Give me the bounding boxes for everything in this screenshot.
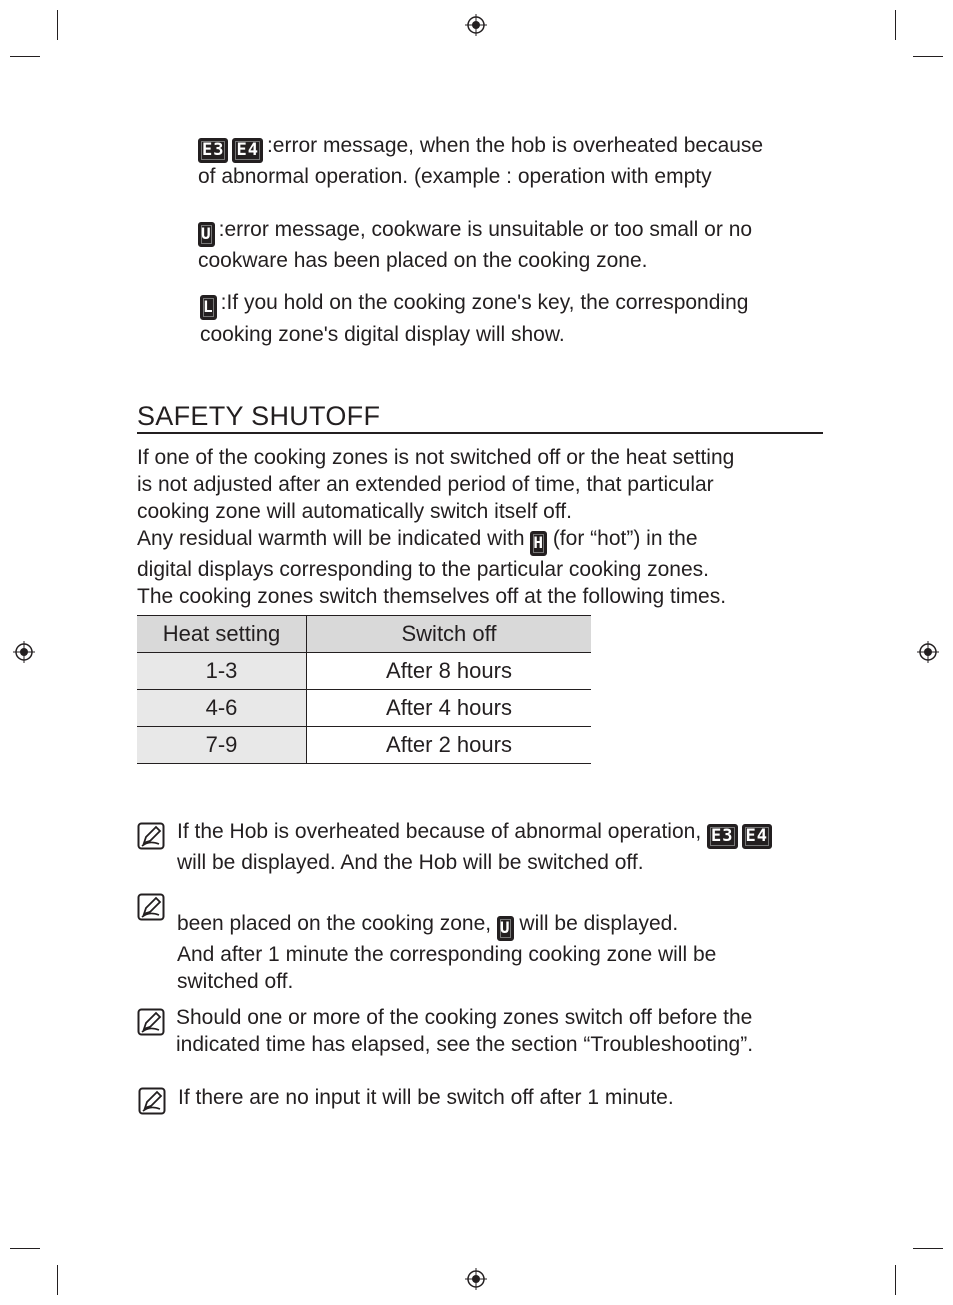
safety-line: is not adjusted after an extended period of time, that particular — [137, 473, 714, 496]
note-2-line1-after: will be displayed. — [513, 912, 679, 935]
crop-mark — [10, 56, 40, 57]
crop-mark — [895, 1265, 896, 1295]
note-2-line2: And after 1 minute the corresponding cooking zone will be — [177, 943, 717, 966]
table-row — [137, 653, 591, 690]
residual-text-after: (for “hot”) in the — [546, 527, 698, 550]
e3-display-icon: E3 — [707, 824, 737, 849]
safety-line: If one of the cooking zones is not switched off or the heat setting — [137, 446, 735, 469]
l-display-icon: L — [200, 295, 217, 320]
registration-mark-icon — [465, 14, 487, 36]
error-e3e4-paragraph — [198, 132, 763, 190]
registration-mark-icon — [917, 641, 939, 663]
table-header-cell: Heat setting — [137, 616, 307, 653]
heading-rule — [137, 432, 823, 434]
registration-mark-icon — [13, 641, 35, 663]
error-l-line1: :If you hold on the cooking zone's key, the corresponding — [220, 291, 749, 314]
table-header-row — [137, 616, 591, 653]
note-3-line1: Should one or more of the cooking zones switch off before the — [176, 1006, 753, 1029]
note-2 — [177, 910, 716, 995]
safety-paragraph — [137, 444, 734, 610]
section-heading: SAFETY SHUTOFF — [137, 401, 381, 431]
residual-text-before: Any residual warmth will be indicated with — [137, 527, 531, 550]
e4-display-icon: E4 — [232, 138, 262, 163]
note-pencil-icon — [137, 822, 165, 850]
table-cell: After 4 hours — [307, 690, 592, 727]
error-e3e4-line1: :error message, when the hob is overheated because — [266, 134, 764, 157]
note-2-line3: switched off. — [177, 970, 294, 993]
crop-mark — [895, 10, 896, 40]
note-3-line2: indicated time has elapsed, see the section “Troubleshooting”. — [176, 1033, 754, 1056]
crop-mark — [57, 10, 58, 40]
error-e3e4-line2: of abnormal operation. (example : operation with empty — [198, 165, 712, 188]
e3-display-icon: E3 — [198, 138, 228, 163]
u-display-icon: U — [198, 222, 215, 247]
note-pencil-icon — [137, 893, 165, 921]
note-3 — [176, 1004, 753, 1058]
crop-mark — [913, 56, 943, 57]
h-display-icon: H — [530, 531, 547, 556]
safety-line: The cooking zones switch themselves off at the following times. — [137, 585, 727, 608]
note-pencil-icon — [137, 1008, 165, 1036]
error-l-line2: cooking zone's digital display will show. — [200, 323, 565, 346]
safety-line: digital displays corresponding to the particular cooking zones. — [137, 558, 709, 581]
note-1 — [177, 818, 772, 876]
error-u-line2: cookware has been placed on the cooking zone. — [198, 249, 648, 272]
note-4-line1: If there are no input it will be switch off after 1 minute. — [178, 1086, 674, 1109]
table-cell: 1-3 — [137, 653, 307, 690]
safety-line: cooking zone will automatically switch itself off. — [137, 500, 572, 523]
crop-mark — [10, 1248, 40, 1249]
note-pencil-icon — [138, 1087, 166, 1115]
table-cell: 4-6 — [137, 690, 307, 727]
error-l-paragraph — [200, 288, 748, 350]
note-1-line2: will be displayed. And the Hob will be switched off. — [177, 851, 644, 874]
registration-mark-icon — [465, 1268, 487, 1290]
table-cell: After 2 hours — [307, 727, 592, 764]
table-header-cell: Switch off — [307, 616, 592, 653]
table-cell: After 8 hours — [307, 653, 592, 690]
note-2-line1-before: been placed on the cooking zone, — [177, 912, 497, 935]
note-1-line1: If the Hob is overheated because of abnormal operation, — [177, 820, 708, 843]
u-display-icon: U — [497, 916, 514, 941]
crop-mark — [57, 1265, 58, 1295]
table-row — [137, 727, 591, 764]
e4-display-icon: E4 — [742, 824, 772, 849]
table-row — [137, 690, 591, 727]
table-cell: 7-9 — [137, 727, 307, 764]
note-4 — [178, 1084, 674, 1111]
error-u-line1: :error message, cookware is unsuitable or too small or no — [218, 218, 753, 241]
crop-mark — [913, 1248, 943, 1249]
shutoff-table — [137, 615, 591, 764]
error-u-paragraph — [198, 216, 752, 274]
